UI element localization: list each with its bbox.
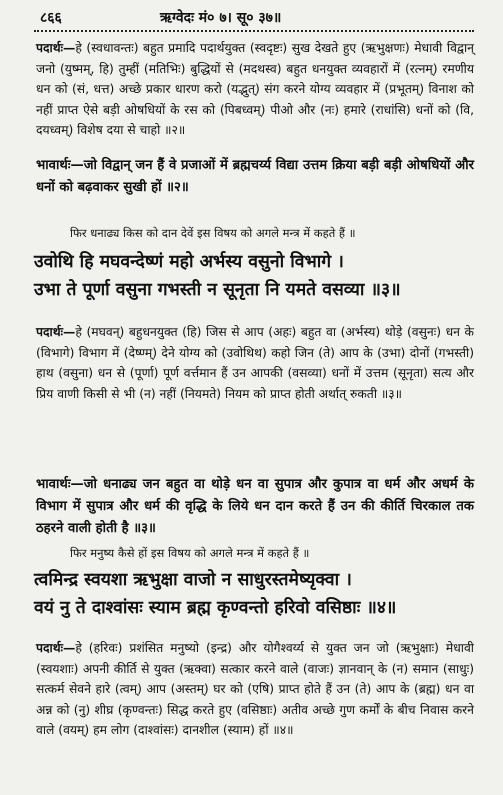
padartha-paragraph-1 <box>36 38 474 141</box>
page-number: ८६६ <box>40 10 62 26</box>
block-text: जो धनाढ्य जन बहुत वा थोड़े धन वा सुपात्र और कुपात्र वा धर्म और अधर्म के विभाग में सुपात्र और धर्म की वृद्धि के लिये धन दान करते हैं उन की कीर्ति चिरकाल तक ठहरने वाली होती है ॥३॥ <box>36 477 474 536</box>
verse-line: उभा ते पूर्णा वसुना गभस्ती न सूनृता नि यमते वसव्या ॥३॥ <box>34 280 401 300</box>
block-label: पदार्थः— <box>36 41 76 55</box>
verse-line: त्वमिन्द्र स्वयशा ऋभुक्षा वाजो न साधुरस्तमेष्यृक्वा । <box>34 570 352 590</box>
page-header <box>0 6 503 28</box>
block-label: भावार्थः— <box>36 158 84 173</box>
header-rule <box>34 30 474 32</box>
verse-line: वयं नु ते दाश्वांसः स्याम ब्रह्म कृण्वन्तो हरिवो वसिष्ठाः ॥४॥ <box>34 598 397 618</box>
bhavartha-paragraph-3 <box>36 474 474 540</box>
block-text: जो विद्वान् जन हैं वे प्रजाओं में ब्रह्मचर्य्य विद्या उत्तम क्रिया बड़ी बड़ी ओषधियों और धनों को बढ़वाकर सुखी हों ॥२॥ <box>36 158 474 195</box>
block-label: पदार्थः— <box>36 641 76 655</box>
block-label: पदार्थः— <box>36 325 76 339</box>
verse-4 <box>34 566 480 622</box>
bhavartha-paragraph-1 <box>36 155 474 199</box>
block-text: हे (मघवन्) बहुधनयुक्त (हि) जिस से आप (अहः) बहुत वा (अर्भस्य) थोड़े (वसुनः) धन के (विभागे) विभाग में (देष्ण्म्) देने योग्य को (उवोथिथ) कहो जिन (ते) आप के (उभा) दोनों (गभस्ती) हाथ (वसुना) धन से (पूर्णा) पूर्ण वर्त्तमान हैं उन आपकी (वसव्या) धनों में उत्तम (सूनृता) सत्य और प्रिय वाणी किसी से भी (न) नहीं (नियमते) नियम को प्राप्त होती अर्थात् रुकती ॥३॥ <box>36 325 474 401</box>
block-label: भावार्थः— <box>36 477 84 492</box>
verse-3 <box>34 248 480 304</box>
padartha-paragraph-3 <box>36 322 474 404</box>
mantra-intro-3: फिर धनाढ्य किस को दान देवें इस विषय को अगले मन्त्र में कहते हैं ॥ <box>70 226 356 240</box>
verse-line: उवोथि हि मघवन्देष्णं महो अर्भस्य वसुनो विभागे । <box>34 252 344 272</box>
block-text: हे (स्वधावन्तः) बहुत प्रमादि पदार्थयुक्त (स्वदृष्टः) सुख देखते हुए (ऋभुक्षणः) मेधावी विद्वान् जनो (युष्मम्, हि) तुम्हीं (मतिभिः) बुद्धियों से (मदथस्व) बहुत धनयुक्त व्यवहारों में (रत्नम्) रमणीय धन को (सं, धत्त) अच्छे प्रकार धारण करो (यद्भुत्) संग करने योग्य व्यवहार में (प्रभूतम्) विनाश को नहीं प्राप्त ऐसे बड़ी ओषधियों के रस को (पिबध्वम्) पीओ और (नः) हमारे (राधांसि) धनों को (वि, दयध्वम्) विशेष दया से चाहो ॥२॥ <box>36 41 474 137</box>
block-text: हे (हरिवः) प्रशंसित मनुष्यो (इन्द्र) और योगैश्वर्य्य से युक्त जन जो (ऋभुक्षाः) मेधावी (स्वयशाः) अपनी कीर्ति से युक्त (ऋक्वा) सत्कार करने वाले (वाजः) ज्ञानवान् के (न) समान (साधुः) सत्कर्म सेवने हारे (त्वम्) आप (अस्तम्) घर को (एषि) प्राप्त होते हैं उन (ते) आप के (ब्रह्म) धन वा अन्न को (नु) शीघ्र (कृण्वन्तः) सिद्ध करते हुए (वसिष्ठाः) अतीव अच्छे गुण कर्मों के बीच निवास करने वाले (वयम्) हम लोग (दाश्वांसः) दानशील (स्याम) हों ॥४॥ <box>36 641 474 737</box>
mantra-intro-4: फिर मनुष्य कैसे हों इस विषय को अगले मन्त्र में कहते हैं ॥ <box>70 546 310 560</box>
padartha-paragraph-4 <box>36 638 474 741</box>
chapter-reference: ऋग्वेदः मं० ७। सू० ३७॥ <box>160 10 282 26</box>
